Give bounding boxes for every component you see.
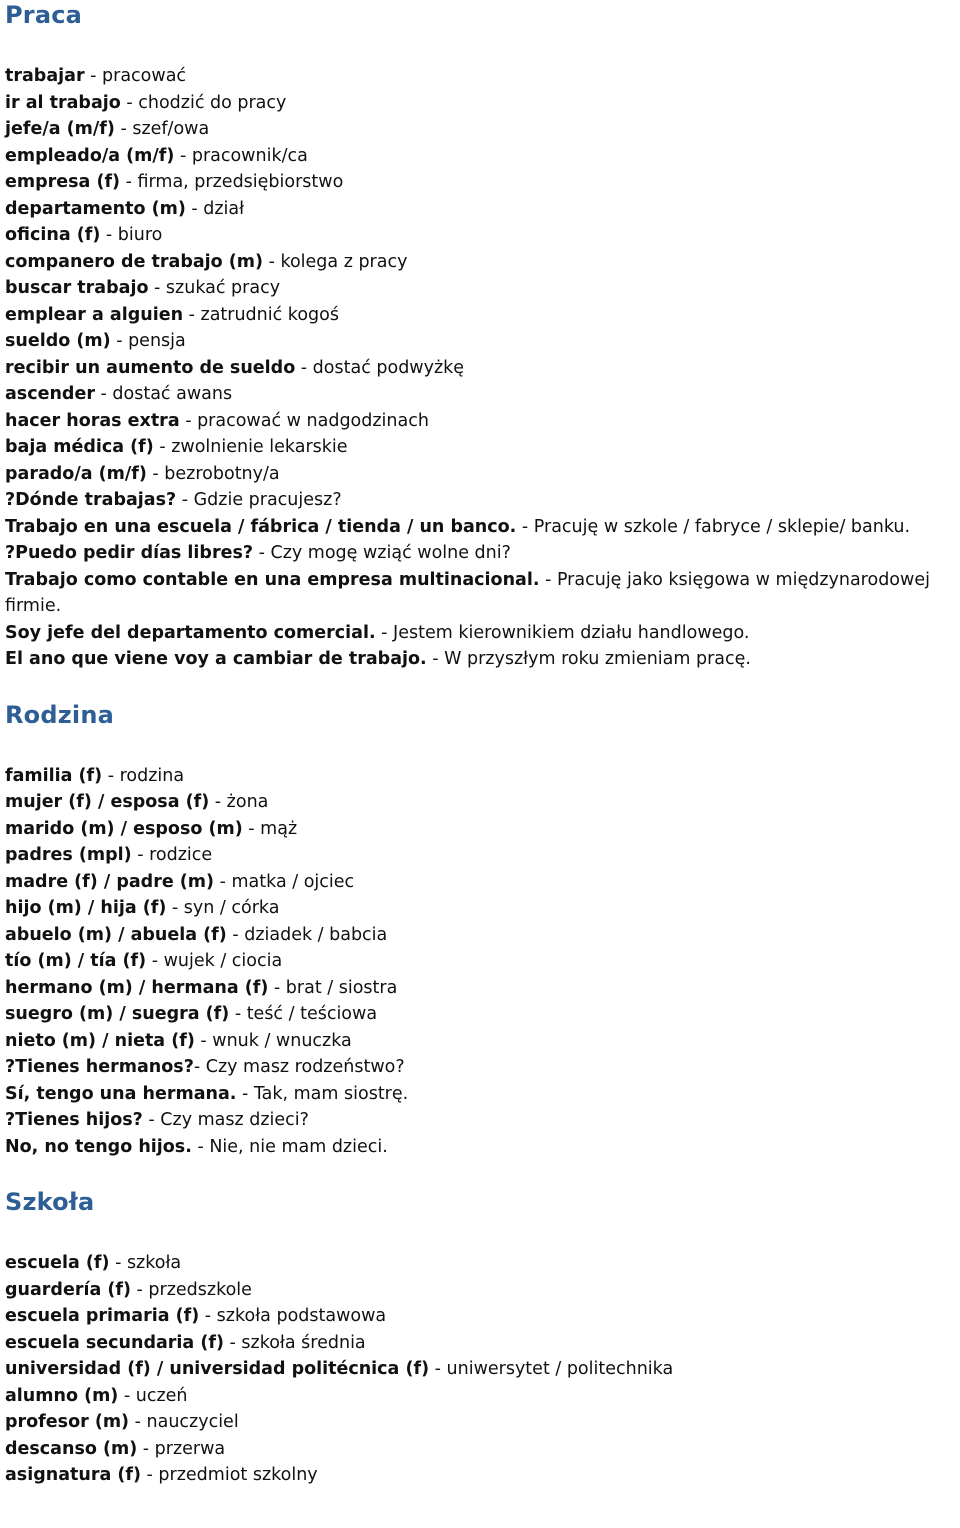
spanish-term: parado/a (m/f)	[5, 463, 147, 484]
polish-translation: - pracownik/ca	[174, 145, 308, 166]
polish-translation: - brat / siostra	[268, 977, 398, 998]
spanish-term: No, no tengo hijos.	[5, 1136, 192, 1157]
polish-translation: - Czy mogę wziąć wolne dni?	[253, 543, 511, 563]
vocab-entry	[5, 487, 960, 514]
polish-translation: - dostać podwyżkę	[295, 357, 465, 378]
vocab-entry	[5, 789, 960, 816]
spanish-term: empresa (f)	[5, 172, 121, 192]
section-heading: Szkoła	[5, 1188, 95, 1216]
polish-translation: - uniwersytet / politechnika	[429, 1359, 674, 1379]
vocab-entry	[5, 1250, 960, 1277]
polish-translation: - dział	[185, 198, 245, 219]
spanish-term: Soy jefe del departamento comercial.	[5, 622, 376, 643]
vocab-entry	[5, 249, 960, 276]
spanish-term: ?Tienes hijos?	[5, 1110, 143, 1130]
spanish-term: buscar trabajo	[5, 278, 149, 298]
spanish-term: hermano (m) / hermana (f)	[5, 977, 269, 998]
spanish-term: madre (f) / padre (m)	[5, 871, 215, 892]
spanish-term: empleado/a (m/f)	[5, 145, 175, 166]
vocab-entry	[5, 1134, 960, 1161]
vocab-entry	[5, 90, 960, 117]
vocab-entry	[5, 895, 960, 922]
polish-translation: - uczeń	[118, 1385, 188, 1406]
polish-translation: - zatrudnić kogoś	[183, 304, 339, 325]
vocab-entry	[5, 975, 960, 1002]
vocab-entry	[5, 567, 960, 620]
spanish-term: hijo (m) / hija (f)	[5, 898, 167, 918]
spanish-term: universidad (f) / universidad politécnica (f)	[5, 1359, 430, 1379]
spanish-term: ir al trabajo	[5, 92, 121, 113]
vocab-entry	[5, 1436, 960, 1463]
polish-translation: - szkoła	[109, 1253, 182, 1273]
spanish-term: asignatura (f)	[5, 1465, 141, 1485]
spanish-term: jefe/a (m/f)	[5, 119, 115, 139]
spanish-term: Sí, tengo una hermana.	[5, 1083, 237, 1104]
vocab-entry	[5, 1081, 960, 1108]
spanish-term: escuela primaria (f)	[5, 1306, 200, 1326]
polish-translation: - przedmiot szkolny	[140, 1465, 318, 1485]
polish-translation: - zwolnienie lekarskie	[153, 437, 348, 457]
spanish-term: emplear a alguien	[5, 304, 184, 325]
section-szkola	[5, 1187, 960, 1489]
section-heading: Praca	[5, 1, 83, 29]
spanish-term: suegro (m) / suegra (f)	[5, 1004, 230, 1024]
vocab-entry	[5, 1462, 960, 1489]
polish-translation: - Nie, nie mam dzieci.	[191, 1136, 388, 1157]
vocab-entry	[5, 1001, 960, 1028]
vocab-entry	[5, 63, 960, 90]
vocab-entry	[5, 842, 960, 869]
polish-translation: - pensja	[110, 331, 186, 351]
polish-translation: - przedszkole	[130, 1279, 252, 1300]
polish-translation: - żona	[209, 792, 269, 812]
polish-translation: - biuro	[100, 225, 163, 245]
polish-translation: - rodzina	[102, 765, 185, 786]
vocab-list	[5, 63, 960, 673]
polish-translation: - bezrobotny/a	[146, 463, 280, 484]
spanish-term: padres (mpl)	[5, 845, 132, 865]
vocab-entry	[5, 1277, 960, 1304]
spanish-term: abuelo (m) / abuela (f)	[5, 924, 227, 945]
polish-translation: - szkoła średnia	[223, 1332, 366, 1353]
vocab-entry	[5, 514, 960, 541]
polish-translation: - W przyszłym roku zmieniam pracę.	[426, 649, 751, 669]
spanish-term: departamento (m)	[5, 198, 186, 219]
vocab-entry	[5, 328, 960, 355]
vocab-entry	[5, 1054, 960, 1081]
polish-translation: - rodzice	[131, 845, 213, 865]
vocab-entry	[5, 408, 960, 435]
polish-translation: - kolega z pracy	[263, 251, 408, 272]
section-heading: Rodzina	[5, 700, 115, 729]
vocab-entry	[5, 922, 960, 949]
spanish-term: familia (f)	[5, 765, 103, 786]
vocab-entry	[5, 1330, 960, 1357]
spanish-term: descanso (m)	[5, 1438, 138, 1459]
vocab-entry	[5, 461, 960, 488]
vocab-entry	[5, 222, 960, 249]
polish-translation: - szkoła podstawowa	[199, 1306, 387, 1326]
spanish-term: profesor (m)	[5, 1412, 130, 1432]
spanish-term: escuela (f)	[5, 1253, 110, 1273]
spanish-term: ascender	[5, 384, 95, 404]
spanish-term: trabajar	[5, 66, 85, 86]
spanish-term: ?Puedo pedir días libres?	[5, 543, 254, 563]
polish-translation: - chodzić do pracy	[120, 92, 287, 113]
spanish-term: ?Dónde trabajas?	[5, 490, 177, 510]
spanish-term: El ano que viene voy a cambiar de trabajo.	[5, 649, 427, 669]
polish-translation: - Pracuję jako księgowa w międzynarodowej firmie.	[5, 569, 930, 616]
spanish-term: tío (m) / tía (f)	[5, 951, 147, 971]
vocab-list	[5, 763, 960, 1161]
spanish-term: alumno (m)	[5, 1385, 119, 1406]
spanish-term: ?Tienes hermanos?	[5, 1057, 194, 1077]
vocab-entry	[5, 302, 960, 329]
vocab-entry	[5, 763, 960, 790]
vocab-entry	[5, 275, 960, 302]
section-rodzina	[5, 700, 960, 1161]
polish-translation: - wnuk / wnuczka	[194, 1030, 352, 1051]
spanish-term: mujer (f) / esposa (f)	[5, 792, 210, 812]
polish-translation: - Pracuję w szkole / fabryce / sklepie/ banku.	[516, 516, 911, 537]
polish-translation: - szef/owa	[114, 119, 210, 139]
spanish-term: sueldo (m)	[5, 331, 111, 351]
polish-translation: - Czy masz dzieci?	[142, 1110, 309, 1130]
vocab-entry	[5, 1409, 960, 1436]
polish-translation: - dziadek / babcia	[226, 924, 388, 945]
vocab-entry	[5, 1383, 960, 1410]
polish-translation: - dostać awans	[94, 384, 233, 404]
spanish-term: marido (m) / esposo (m)	[5, 818, 243, 839]
vocab-entry	[5, 1028, 960, 1055]
polish-translation: - Tak, mam siostrę.	[236, 1083, 409, 1104]
polish-translation: - przerwa	[137, 1438, 226, 1459]
polish-translation: - Jestem kierownikiem działu handlowego.	[375, 622, 750, 643]
spanish-term: escuela secundaria (f)	[5, 1332, 224, 1353]
spanish-term: oficina (f)	[5, 225, 101, 245]
polish-translation: - pracować	[84, 66, 187, 86]
spanish-term: companero de trabajo (m)	[5, 251, 264, 272]
vocab-list	[5, 1250, 960, 1489]
vocab-entry	[5, 169, 960, 196]
vocab-entry	[5, 1107, 960, 1134]
polish-translation: - wujek / ciocia	[146, 951, 283, 971]
polish-translation: - syn / córka	[166, 898, 280, 918]
polish-translation: - firma, przedsiębiorstwo	[120, 172, 344, 192]
section-praca	[5, 0, 960, 673]
vocab-entry	[5, 143, 960, 170]
spanish-term: nieto (m) / nieta (f)	[5, 1030, 195, 1051]
vocab-entry	[5, 381, 960, 408]
polish-translation: - teść / teściowa	[229, 1004, 378, 1024]
vocab-entry	[5, 1303, 960, 1330]
vocab-entry	[5, 816, 960, 843]
polish-translation: - matka / ojciec	[214, 871, 355, 892]
vocab-entry	[5, 646, 960, 673]
vocab-entry	[5, 620, 960, 647]
spanish-term: baja médica (f)	[5, 437, 154, 457]
spanish-term: hacer horas extra	[5, 410, 180, 431]
polish-translation: - nauczyciel	[129, 1412, 239, 1432]
polish-translation: - mąż	[242, 818, 298, 839]
vocab-entry	[5, 540, 960, 567]
vocab-entry	[5, 116, 960, 143]
polish-translation: - Gdzie pracujesz?	[176, 490, 342, 510]
vocab-entry	[5, 948, 960, 975]
spanish-term: guardería (f)	[5, 1279, 131, 1300]
polish-translation: - pracować w nadgodzinach	[179, 410, 429, 431]
polish-translation: - Czy masz rodzeństwo?	[193, 1057, 405, 1077]
spanish-term: recibir un aumento de sueldo	[5, 357, 296, 378]
vocab-entry	[5, 434, 960, 461]
vocab-entry	[5, 196, 960, 223]
polish-translation: - szukać pracy	[148, 278, 281, 298]
vocab-entry	[5, 355, 960, 382]
vocab-entry	[5, 869, 960, 896]
vocab-entry	[5, 1356, 960, 1383]
spanish-term: Trabajo como contable en una empresa multinacional.	[5, 569, 540, 590]
spanish-term: Trabajo en una escuela / fábrica / tienda / un banco.	[5, 516, 517, 537]
